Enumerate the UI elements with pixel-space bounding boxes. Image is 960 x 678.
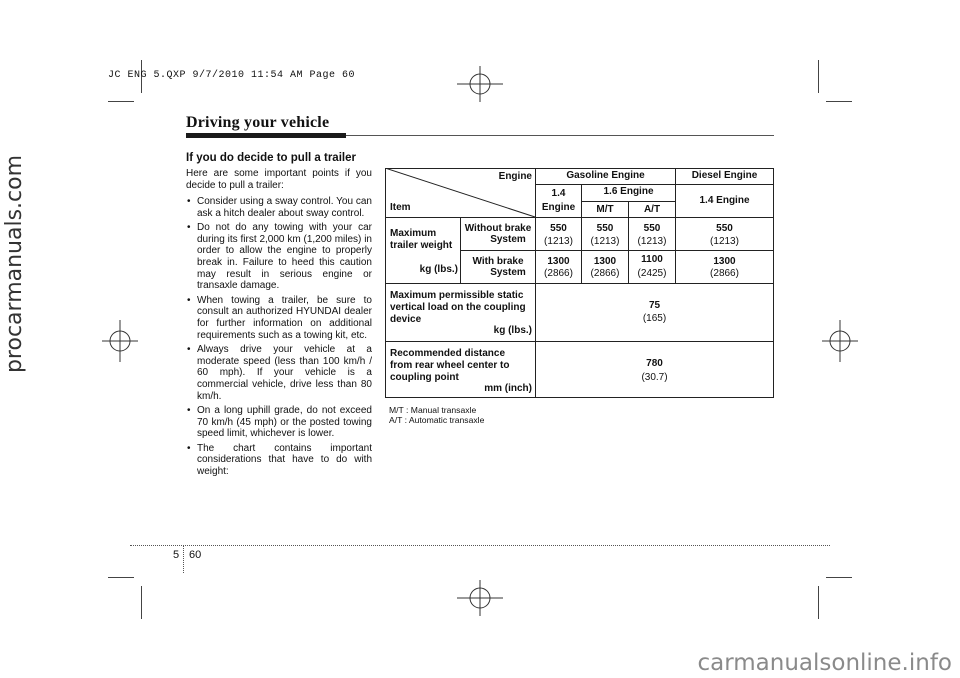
gasoline-engine-header: Gasoline Engine (566, 170, 645, 181)
diesel-engine-header: Diesel Engine (691, 170, 758, 181)
value-cell: (2866) (710, 268, 739, 279)
value-cell: (2866) (590, 268, 620, 279)
value-cell: 550 (550, 223, 567, 234)
print-info: JC ENG 5.QXP 9/7/2010 11:54 AM Page 60 (108, 70, 356, 81)
side-watermark: procarmanuals.com (2, 154, 27, 374)
value-cell: (2866) (544, 268, 573, 279)
value-cell: 550 (716, 223, 733, 234)
bullet-item: • The chart contains important considerations that have to do with weight: (186, 443, 372, 478)
item-header: Item (390, 202, 411, 213)
with-brake-label: With brake (472, 256, 524, 267)
trailer-spec-table (385, 168, 774, 398)
distance-label-b: from rear wheel center to (390, 360, 510, 371)
registration-mark-right-icon (820, 318, 860, 364)
bullet-item: • Consider using a sway control. You can ask a hitch dealer about sway control. (186, 196, 372, 219)
engine-14-header-sub: Engine (541, 202, 576, 213)
value-cell: (1213) (637, 236, 667, 247)
diesel-14-header: 1.4 Engine (699, 195, 750, 206)
registration-mark-left-icon (100, 318, 140, 364)
distance-value: 780 (646, 358, 663, 369)
trailer-heading: If you do decide to pull a trailer (186, 152, 356, 164)
page-number: 60 (189, 549, 202, 561)
at-header: A/T (643, 204, 661, 215)
value-cell: 550 (643, 223, 661, 234)
value-cell: 1300 (547, 256, 570, 267)
value-cell: 1300 (713, 256, 736, 267)
at-note: A/T : Automatic transaxle (389, 414, 485, 425)
value-cell: 1300 (593, 256, 617, 267)
engine-16-header: 1.6 Engine (603, 186, 654, 197)
value-cell: (1213) (544, 236, 573, 247)
footer-watermark: carmanualsonline.info (697, 650, 952, 676)
page-number-separator (183, 545, 184, 573)
distance-label-c: coupling point (390, 372, 459, 383)
mt-header: M/T (596, 204, 614, 215)
static-load-label: Maximum permissible static (390, 290, 524, 301)
static-load-unit: kg (lbs.) (493, 325, 532, 336)
distance-label: Recommended distance (390, 348, 506, 359)
mt-note: M/T : Manual transaxle (389, 405, 477, 415)
value-cell: 550 (596, 223, 614, 234)
max-trailer-unit: kg (lbs.) (419, 264, 458, 275)
table-notes (389, 406, 484, 425)
footer-rule (130, 545, 830, 546)
without-brake-label-sub: System (490, 234, 526, 245)
static-load-label-c: device (390, 314, 422, 325)
value-cell: (2425) (637, 268, 667, 279)
bullet-item: • When towing a trailer, be sure to consult an authorized HYUNDAI dealer for further information on additional requirements such as a towing kit, etc. (186, 295, 372, 341)
registration-mark-bottom-icon (455, 578, 505, 618)
bullet-list (186, 196, 372, 478)
distance-unit: mm (inch) (484, 383, 532, 394)
title-rule (346, 135, 774, 136)
distance-value-b: (30.7) (641, 372, 668, 383)
max-trailer-label-sub: trailer weight (390, 240, 453, 251)
bullet-item: • On a long uphill grade, do not exceed 70 km/h (45 mph) or the posted towing speed limit, whichever is lower. (186, 405, 372, 440)
without-brake-label: Without brake (464, 223, 532, 234)
value-cell: 1100 (641, 254, 663, 265)
registration-mark-top-icon (455, 64, 505, 104)
section-title: Driving your vehicle (186, 114, 330, 131)
engine-14-header: 1.4 (551, 188, 566, 199)
left-column (186, 152, 372, 481)
value-cell: (1213) (590, 236, 620, 247)
bullet-item: • Do not do any towing with your car during its first 2,000 km (1,200 miles) in order to allow the engine to properly break in. Failure to heed this caution may result in serious engine or transaxle damage. (186, 222, 372, 292)
with-brake-label-sub: System (490, 267, 526, 278)
static-load-value: 75 (648, 300, 661, 311)
value-cell: (1213) (710, 236, 739, 247)
static-load-label-b: vertical load on the coupling (390, 302, 526, 313)
max-trailer-label: Maximum (390, 228, 437, 239)
chapter-number: 5 (173, 549, 180, 561)
engine-header: Engine (498, 171, 532, 182)
title-bar (186, 133, 346, 138)
static-load-value-b: (165) (642, 313, 667, 324)
bullet-item: • Always drive your vehicle at a moderate speed (less than 100 km/h / 60 mph). If your vehicle is a commercial vehicle, drive less than 80 km/h. (186, 344, 372, 402)
intro-paragraph: Here are some important points if you decide to pull a trailer: (186, 168, 372, 191)
